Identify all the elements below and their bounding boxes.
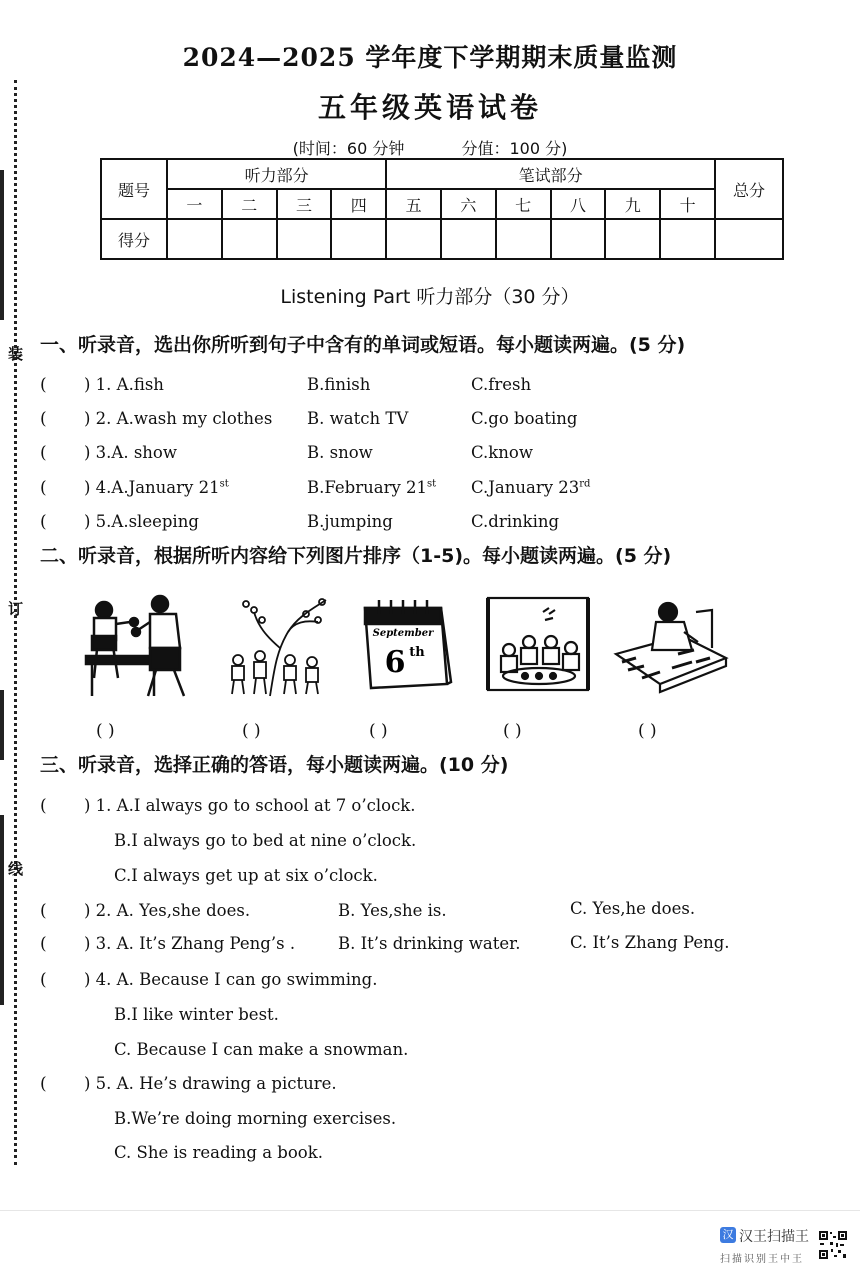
order-blank[interactable]: ( ): [369, 721, 388, 741]
question-number: 一: [167, 189, 222, 219]
score-cell[interactable]: [496, 219, 551, 259]
s3-q3-b: B. It’s drinking water.: [338, 934, 521, 953]
score-cell[interactable]: [715, 219, 783, 259]
s3-q5-c: C. She is reading a book.: [114, 1143, 323, 1162]
question-number: 七: [496, 189, 551, 219]
exam-score: 分值：100 分): [461, 139, 568, 158]
s1-q5-b: B.jumping: [307, 512, 393, 531]
question-number: 六: [441, 189, 496, 219]
s3-q1-c: C.I always get up at six o’clock.: [114, 866, 378, 885]
order-blank[interactable]: ( ): [503, 721, 522, 741]
question-number: 三: [277, 189, 332, 219]
s3-q4-c: C. Because I can make a snowman.: [114, 1040, 409, 1059]
s3-q2-a: ) 2. A. Yes,she does.: [84, 901, 251, 920]
s1-q1-c: C.fresh: [471, 375, 532, 394]
question-number: 十: [660, 189, 715, 219]
section-2-heading: 二、听录音，根据所听内容给下列图片排序（1-5)。每小题读两遍。(5 分): [40, 545, 672, 567]
question-number: 四: [331, 189, 386, 219]
score-cell[interactable]: [222, 219, 277, 259]
footer-divider: [0, 1210, 860, 1211]
answer-paren: (: [40, 934, 47, 954]
exam-title: 2024—2025 学年度下学期期末质量监测: [182, 43, 678, 72]
s1-q3-b: B. snow: [307, 443, 373, 462]
exam-info: [0, 136, 860, 159]
calendar-month: September: [372, 628, 434, 639]
s1-q3-c: C.know: [471, 443, 533, 462]
question-number: 九: [605, 189, 660, 219]
s3-q5-b: B.We’re doing morning exercises.: [114, 1109, 397, 1128]
answer-paren: (: [40, 478, 47, 498]
s1-q4-b: B.February 21st: [307, 478, 437, 497]
total-header: 总分: [715, 159, 783, 219]
question-number: 八: [551, 189, 606, 219]
question-number: 五: [386, 189, 441, 219]
margin-bar: [0, 815, 4, 1005]
written-header: 笔试部分: [386, 159, 715, 189]
margin-mark: 装: [8, 345, 24, 363]
score-cell[interactable]: [551, 219, 606, 259]
score-cell[interactable]: [441, 219, 496, 259]
answer-paren: (: [40, 443, 47, 463]
exam-subtitle: 五年级英语试卷: [317, 91, 542, 124]
s1-q1-b: B.finish: [307, 375, 371, 394]
s3-q2-b: B. Yes,she is.: [338, 901, 447, 920]
scanner-logo-text: 汉王扫描王: [739, 1229, 809, 1245]
s1-q2-a: ) 2. A.wash my clothes: [84, 409, 273, 428]
s1-q1-a: ) 1. A.fish: [84, 375, 164, 394]
s3-q4-a: ) 4. A. Because I can go swimming.: [84, 970, 378, 989]
s3-q3-a: ) 3. A. It’s Zhang Peng’s .: [84, 934, 296, 953]
ping-pong-picture: [84, 592, 200, 700]
margin-mark: 订: [8, 600, 24, 618]
answer-paren: (: [40, 375, 47, 395]
score-cell[interactable]: [605, 219, 660, 259]
score-cell[interactable]: [277, 219, 332, 259]
listening-part-title: Listening Part 听力部分（30 分）: [280, 286, 580, 308]
question-number: 二: [222, 189, 277, 219]
order-blank[interactable]: ( ): [242, 721, 261, 741]
binding-dotted-line: [14, 80, 17, 1165]
s3-q2-c: C. Yes,he does.: [570, 899, 696, 918]
s3-q1-a: ) 1. A.I always go to school at 7 o’clock.: [84, 796, 416, 815]
score-cell[interactable]: [331, 219, 386, 259]
boy-drawing-picture: [612, 592, 730, 696]
margin-mark: 线: [8, 860, 24, 878]
answer-paren: (: [40, 1074, 47, 1094]
answer-paren: (: [40, 901, 47, 921]
s1-q4-a: ) 4.A.January 21st: [84, 478, 229, 497]
row-header: 题号: [101, 159, 167, 219]
score-table: [100, 158, 784, 260]
s1-q2-b: B. watch TV: [307, 409, 409, 428]
scanner-logo-subtext: 扫描识别王中王: [720, 1254, 804, 1265]
score-cell[interactable]: [386, 219, 441, 259]
s3-q1-b: B.I always go to bed at nine o’clock.: [114, 831, 417, 850]
family-dinner-picture: [485, 592, 593, 696]
s1-q3-a: ) 3.A. show: [84, 443, 177, 462]
answer-paren: (: [40, 512, 47, 532]
s1-q5-c: C.drinking: [471, 512, 560, 531]
section-3-heading: 三、听录音，选择正确的答语，每小题读两遍。(10 分): [40, 754, 509, 776]
scanner-logo-icon: 汉: [720, 1227, 736, 1243]
listening-header: 听力部分: [167, 159, 386, 189]
s3-q3-c: C. It’s Zhang Peng.: [570, 933, 730, 952]
calendar-picture: [355, 592, 455, 698]
order-blank[interactable]: ( ): [96, 721, 115, 741]
s3-q5-a: ) 5. A. He’s drawing a picture.: [84, 1074, 337, 1093]
s1-q4-c: C.January 23rd: [471, 478, 591, 497]
answer-paren: (: [40, 970, 47, 990]
exam-time: (时间：60 分钟: [292, 139, 405, 158]
score-label: 得分: [101, 219, 167, 259]
answer-paren: (: [40, 796, 47, 816]
s1-q2-c: C.go boating: [471, 409, 578, 428]
children-tree-picture: [218, 592, 336, 700]
score-cell[interactable]: [167, 219, 222, 259]
calendar-day-suffix: th: [409, 645, 425, 660]
score-cell[interactable]: [660, 219, 715, 259]
s3-q4-b: B.I like winter best.: [114, 1005, 279, 1024]
margin-bar: [0, 690, 4, 760]
calendar-day: 6: [384, 645, 406, 680]
answer-paren: (: [40, 409, 47, 429]
section-1-heading: 一、听录音，选出你所听到句子中含有的单词或短语。每小题读两遍。(5 分): [40, 334, 686, 356]
s1-q5-a: ) 5.A.sleeping: [84, 512, 199, 531]
qr-code-icon: [818, 1230, 848, 1260]
order-blank[interactable]: ( ): [638, 721, 657, 741]
